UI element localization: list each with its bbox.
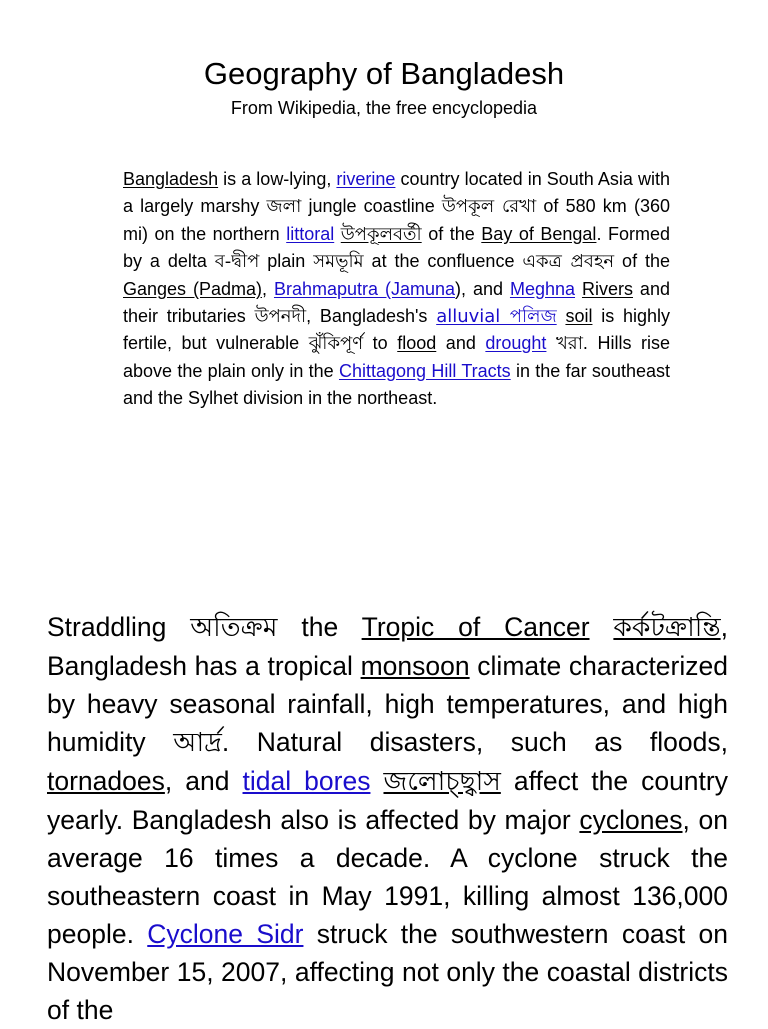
cyclones-term: cyclones: [579, 805, 683, 835]
page-subtitle: From Wikipedia, the free encyclopedia: [230, 98, 538, 118]
text-run: of the: [421, 223, 482, 244]
bengali-gloss: একত্র প্রবহন: [522, 251, 615, 273]
text-run: jungle coastline: [301, 196, 442, 217]
climate-paragraph: [47, 608, 728, 1029]
text-run: , Bangladesh's: [306, 306, 437, 327]
text-run: country located in South Asia with a largely marshy: [123, 169, 670, 217]
bengali-gloss: কর্কটক্রান্তি: [613, 612, 721, 643]
bengali-gloss: অতিক্রম: [190, 612, 278, 643]
bengali-gloss: ব-দ্বীপ: [214, 251, 260, 273]
link-tidal-bores[interactable]: tidal bores: [242, 766, 371, 796]
text-run: , Bangladesh has a tropical: [47, 612, 728, 681]
text-run: [575, 279, 582, 299]
bengali-gloss: খরা: [555, 333, 583, 355]
link-meghna[interactable]: Meghna: [509, 278, 576, 299]
link-littoral[interactable]: littoral: [286, 223, 335, 244]
bengali-gloss: আর্দ্র: [173, 727, 222, 758]
text-run: . Natural disasters, such as floods,: [221, 727, 729, 757]
flood-term: flood: [397, 333, 437, 354]
link-brahmaputra[interactable]: Brahmaputra (Jamuna: [273, 278, 456, 299]
text-run: and their tributaries: [123, 278, 670, 327]
bengali-gloss: উপকূল রেখা: [441, 196, 537, 218]
text-run: in the far southeast and the Sylhet division in the northeast.: [123, 360, 670, 409]
text-run: the: [277, 612, 362, 642]
intro-paragraph: [123, 166, 670, 413]
bengali-gloss: উপকূলবর্তী: [340, 223, 422, 245]
text-run: Straddling: [47, 612, 191, 642]
bengali-gloss: জলোচ্ছ্বাস: [383, 766, 501, 797]
text-run: is highly fertile, but vulnerable: [123, 306, 670, 354]
text-run: , on average 16 times a decade. A cyclone struck the southeastern coast in May 1991, killing almost 136,000 people.: [47, 805, 728, 949]
link-cyclone-sidr[interactable]: Cyclone Sidr: [147, 919, 304, 949]
bangladesh-term: Bangladesh: [123, 169, 219, 189]
page-title: Geography of Bangladesh: [203, 56, 565, 91]
text-run: ), and: [455, 278, 510, 299]
bengali-gloss: ঝুঁকিপূর্ণ: [308, 333, 364, 355]
text-run: at the confluence: [363, 251, 523, 272]
text-run: plain: [259, 251, 314, 272]
text-run: . Formed by a delta: [123, 223, 670, 272]
text-run: . Hills rise above the plain only in the: [123, 333, 670, 381]
text-run: is a low-lying,: [218, 169, 337, 189]
link-drought[interactable]: drought: [485, 333, 547, 354]
text-run: and: [436, 333, 486, 354]
text-run: affect the country yearly. Bangladesh also is affected by major: [47, 766, 728, 835]
text-run: [370, 766, 383, 796]
link-chittagong-hill-tracts[interactable]: Chittagong Hill Tracts: [338, 360, 511, 381]
text-run: , and: [164, 766, 243, 796]
text-run: [590, 612, 614, 642]
bay-of-bengal-term: Bay of Bengal: [481, 223, 597, 244]
text-run: to: [363, 333, 398, 354]
monsoon-term: monsoon: [360, 651, 470, 681]
text-run: struck the southwestern coast on November 15, 2007, affecting not only the coastal districts of the: [47, 919, 728, 1025]
text-run: climate characterized by heavy seasonal rainfall, high temperatures, and high humidity: [47, 651, 728, 757]
soil-term: soil: [565, 306, 593, 327]
text-run: ,: [262, 278, 274, 299]
bengali-gloss: সমভূমি: [313, 251, 364, 273]
text-run: of 580 km (360 mi) on the northern: [123, 196, 670, 244]
bengali-gloss: জলা: [266, 196, 302, 218]
link-alluvial[interactable]: alluvial পলিজ: [436, 306, 557, 328]
bengali-gloss: উপনদী: [254, 306, 307, 328]
rivers-term: Rivers: [581, 278, 633, 299]
text-run: [546, 333, 556, 353]
tornadoes-term: tornadoes: [47, 766, 165, 796]
ganges-term: Ganges (Padma): [123, 278, 263, 299]
link-riverine[interactable]: riverine: [336, 169, 396, 189]
tropic-of-cancer-term: Tropic of Cancer: [361, 612, 590, 642]
text-run: of the: [614, 251, 670, 272]
